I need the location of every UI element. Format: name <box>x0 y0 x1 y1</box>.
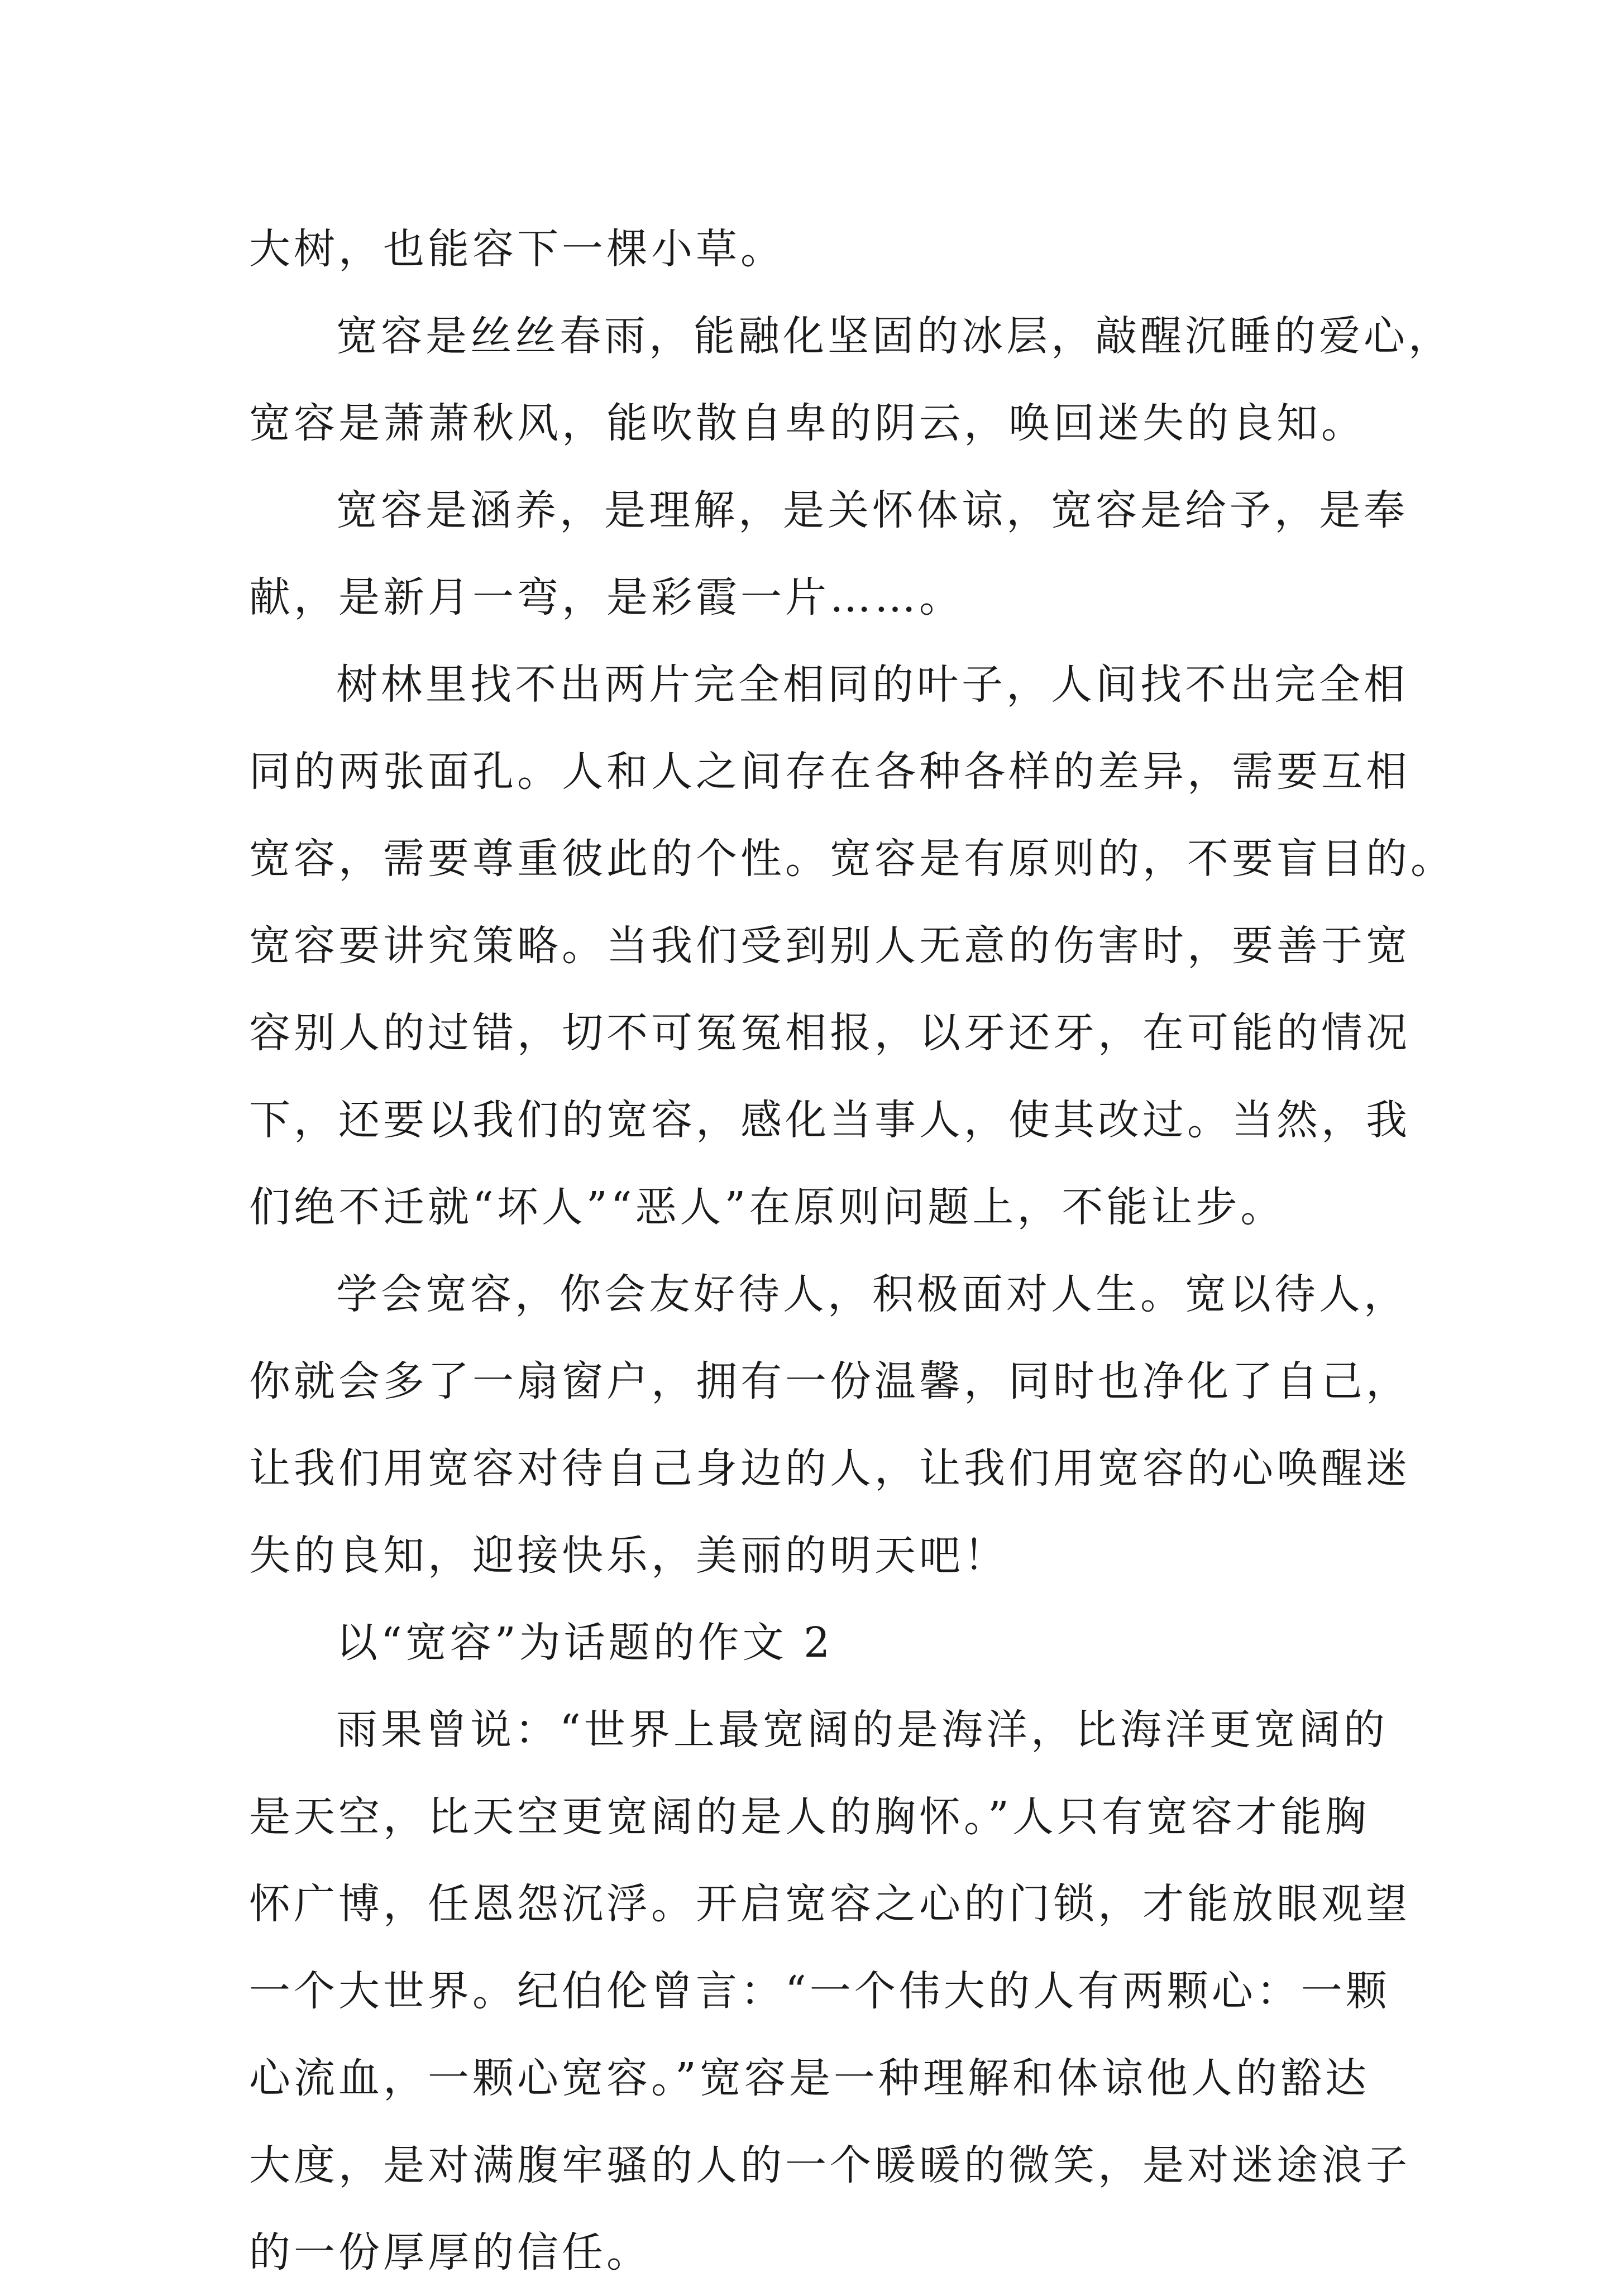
text-line: 宽容要讲究策略。当我们受到别人无意的伤害时，要善于宽 <box>249 922 1411 970</box>
text-line: 让我们用宽容对待自己身边的人，让我们用宽容的心唤醒迷 <box>249 1444 1411 1493</box>
text-line: 怀广博，任恩怨沉浮。开启宽容之心的门锁，才能放眼观望 <box>249 1880 1411 1928</box>
text-line: 大树，也能容下一棵小草。 <box>249 225 785 273</box>
paragraph-start-line: 树林里找不出两片完全相同的叶子，人间找不出完全相 <box>336 661 1408 709</box>
text-line: 容别人的过错，切不可冤冤相报，以牙还牙，在可能的情况 <box>249 1009 1411 1057</box>
text-line: 你就会多了一扇窗户，拥有一份温馨，同时也净化了自己， <box>249 1357 1411 1405</box>
paragraph-start-line: 学会宽容，你会友好待人，积极面对人生。宽以待人， <box>336 1270 1408 1318</box>
text-line: 失的良知，迎接快乐，美丽的明天吧！ <box>249 1532 1008 1580</box>
text-line: 献，是新月一弯，是彩霞一片……。 <box>249 573 964 621</box>
text-line: 同的两张面孔。人和人之间存在各种各样的差异，需要互相 <box>249 748 1411 796</box>
paragraph-start-line: 宽容是涵养，是理解，是关怀体谅，宽容是给予，是奉 <box>336 486 1408 534</box>
text-line: 大度，是对满腹牢骚的人的一个暖暖的微笑，是对迷途浪子 <box>249 2141 1411 2189</box>
section-heading: 以“宽容”为话题的作文 2 <box>336 1619 834 1667</box>
paragraph-start-line: 宽容是丝丝春雨，能融化坚固的冰层，敲醒沉睡的爱心， <box>336 312 1453 360</box>
paragraph-start-line: 雨果曾说：“世界上最宽阔的是海洋，比海洋更宽阔的 <box>336 1706 1388 1754</box>
text-line: 一个大世界。纪伯伦曾言：“一个伟大的人有两颗心：一颗 <box>249 1967 1390 2015</box>
text-line: 下，还要以我们的宽容，感化当事人，使其改过。当然，我 <box>249 1096 1411 1144</box>
document-body <box>249 205 1455 2296</box>
text-line: 宽容，需要尊重彼此的个性。宽容是有原则的，不要盲目的。 <box>249 835 1455 883</box>
text-line: 宽容是萧萧秋风，能吹散自卑的阴云，唤回迷失的良知。 <box>249 399 1366 447</box>
text-line: 的一份厚厚的信任。 <box>249 2228 651 2276</box>
text-line: 们绝不迁就“坏人”“恶人”在原则问题上，不能让步。 <box>249 1183 1285 1231</box>
text-line: 是天空，比天空更宽阔的是人的胸怀。”人只有宽容才能胸 <box>249 1793 1370 1841</box>
text-line: 心流血，一颗心宽容。”宽容是一种理解和体谅他人的豁达 <box>249 2054 1370 2102</box>
